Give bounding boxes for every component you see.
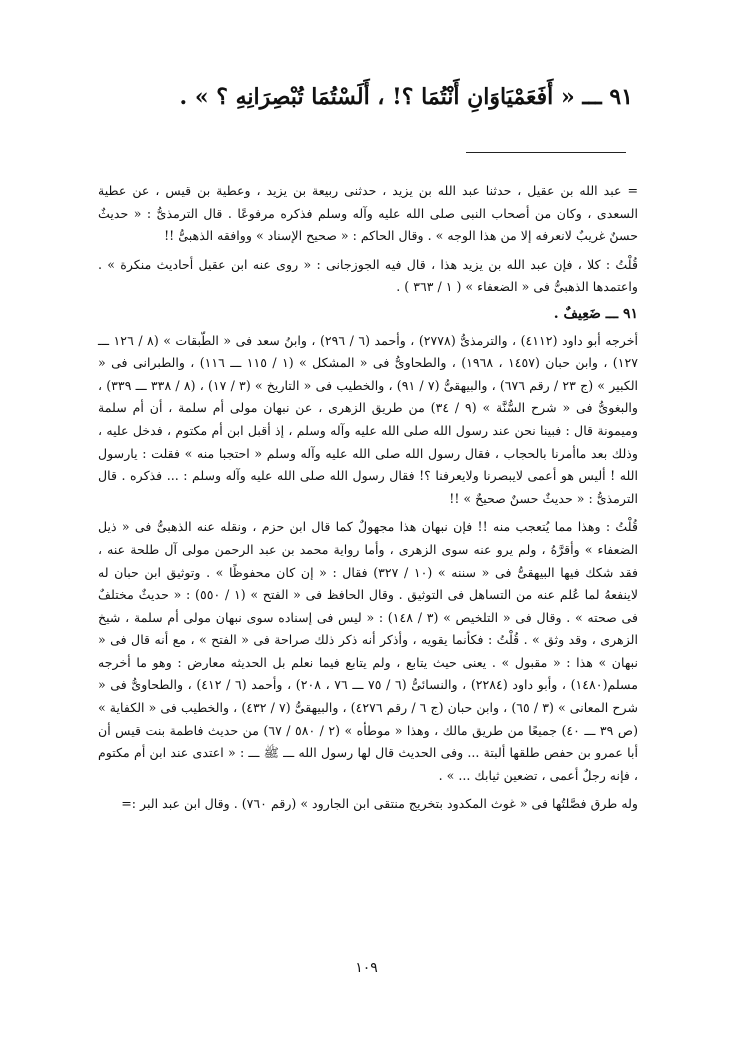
footnote-paragraph: = عبد الله بن عقيل ، حدثنا عبد الله بن يزيد ، حدثنى ربيعة بن يزيد ، وعطية بن قيس ، عن عطية السعدى ، وكان من أصحاب النبى صلى الله عليه وآله وسلم فذكره مرفوعًا . قال الترمذىُّ : « حديثٌ حسنٌ غريبٌ لانعرفه إلا من هذا الوجه » . وقال الحاكم : « صحيح الإسناد » ووافقه الذهبىُّ !! — [98, 183, 638, 244]
page-number: ١٠٩ — [355, 960, 378, 976]
continuation-paragraph: وله طرق فصَّلتُها فى « غوث المكدود بتخريج منتقى ابن الجارود » (رقم ٧٦٠) . وقال ابن عبد البر := — [121, 796, 638, 812]
hadith-title: ٩١ ـــ « أَفَعَمْيَاوَانِ أَنْتُمَا ؟! ، أَلَسْتُمَا تُبْصِرَانِهِ ؟ » . — [179, 84, 633, 110]
hadith-grade-heading: ٩١ ـــ ضَعِيفٌ . — [553, 305, 638, 322]
footnote-paragraph: قُلْتُ : كلا ، فإن عبد الله بن يزيد هذا ، قال فيه الجوزجانى : « روى عنه ابن عقيل أحاديث منكرة » . واعتمدها الذهبىُّ فى « الضعفاء » ( ١ / ٣٦٣ ) . — [98, 256, 638, 295]
takhrij-paragraph: أخرجه أبو داود (٤١١٢) ، والترمذىُّ (٢٧٧٨) ، وأحمد (٦ / ٢٩٦) ، وابنُ سعد فى « الطّبقات » (٨ / ١٢٦ ـــ ١٢٧) ، وابن حبان (١٤٥٧ ، ١٩٦٨) ، والطحاوىُّ فى « المشكل » (١ / ١١٥ ـــ ١١٦) ، والطبرانى فى « الكبير » (ج ٢٣ / رقم ٦٧٦) ، والبيهقىُّ (٧ / ٩١) ، والخطيب فى « التاريخ » (٣ / ١٧) ، (٨ / ٣٣٨ ـــ ٣٣٩) ، والبغوىُّ فى « شرح السُّنَّة » (٩ / ٣٤) من طريق الزهرى ، عن نبهان مولى أم سلمة ، أن أم سلمة وميمونة قال : فبينا نحن عند رسول الله صلى الله عليه وآله وسلم ، إذ أقبل ابن أم مكتوم ، فدخل عليه ، وذلك بعد ماأمرنا بالحجاب ، فقال رسول الله صلى الله عليه وآله وسلم « احتجبا منه » فقلت : يارسول الله ! أليس هو أعمى لايبصرنا ولايعرفنا ؟! فقال رسول الله صلى الله عليه وآله وسلم : ... فذكره . قال الترمذىُّ : « حديثٌ حسنٌ صحيحٌ » !! — [98, 332, 639, 506]
page-body — [98, 180, 638, 816]
footnote-divider — [466, 152, 626, 153]
commentary-paragraph: قُلْتُ : وهذا مما يُتعجب منه !! فإن نبهان هذا مجهولٌ كما قال ابن حزم ، ونقله عنه الذهبىُّ فى « ذيل الضعفاء » وأقرَّهُ ، ولم يرو عنه سوى الزهرى ، وأما رواية محمد بن عبد الرحمن مولى آل طلحة عنه ، فقد شكك فيها البيهقىُّ فى « سننه » (١٠ / ٣٢٧) فقال : « إن كان محفوظًا » . وتوثيق ابن حبان له لاينفعهُ لما عُلم عنه من التساهل فى التوثيق . وقال الحافظ فى « الفتح » (١ / ٥٥٠) : « حديثٌ مختلفٌ فى صحته » . وقال فى « التلخيص » (٣ / ١٤٨) : « ليس فى إسناده سوى نبهان مولى أم سلمة ، شيخ الزهرى ، وقد وثق » . قُلْتُ : فكأنما يقويه ، وأذكر أنه ذكر ذلك صراحة فى « الفتح » ، مع أنه قال فى « نبهان » هذا : « مقبول » . يعنى حيث يتابع ، ولم يتابع فيما نعلم بل الحديثه معارض : وهو ما أخرجه مسلم(١٤٨٠) ، وأبو داود (٢٢٨٤) ، والنسائىُّ (٦ / ٧٥ ـــ ٧٦ ، ٢٠٨) ، وأحمد (٦ / ٤١٢) ، والطحاوىُّ فى « شرح المعانى » (٣ / ٦٥) ، وابن حبان (ج ٦ / رقم ٤٢٧٦) ، والبيهقىُّ (٧ / ٤٣٢) ، والخطيب فى « الكفاية » (ص ٣٩ ـــ ٤٠) جميعًا من طريق مالك ، وهذا « موطأه » (٢ / ٥٨٠ / ٦٧) من حديث فاطمة بنت قيس أن أبا عمرو بن حفص طلقها ألبتة ... وفى الحديث قال لها رسول الله ـــ ﷺ ـــ : « اعتدى عند ابن أم مكتوم ، فإنه رجلٌ أعمى ، تضعين ثيابك ... » . — [98, 519, 639, 783]
